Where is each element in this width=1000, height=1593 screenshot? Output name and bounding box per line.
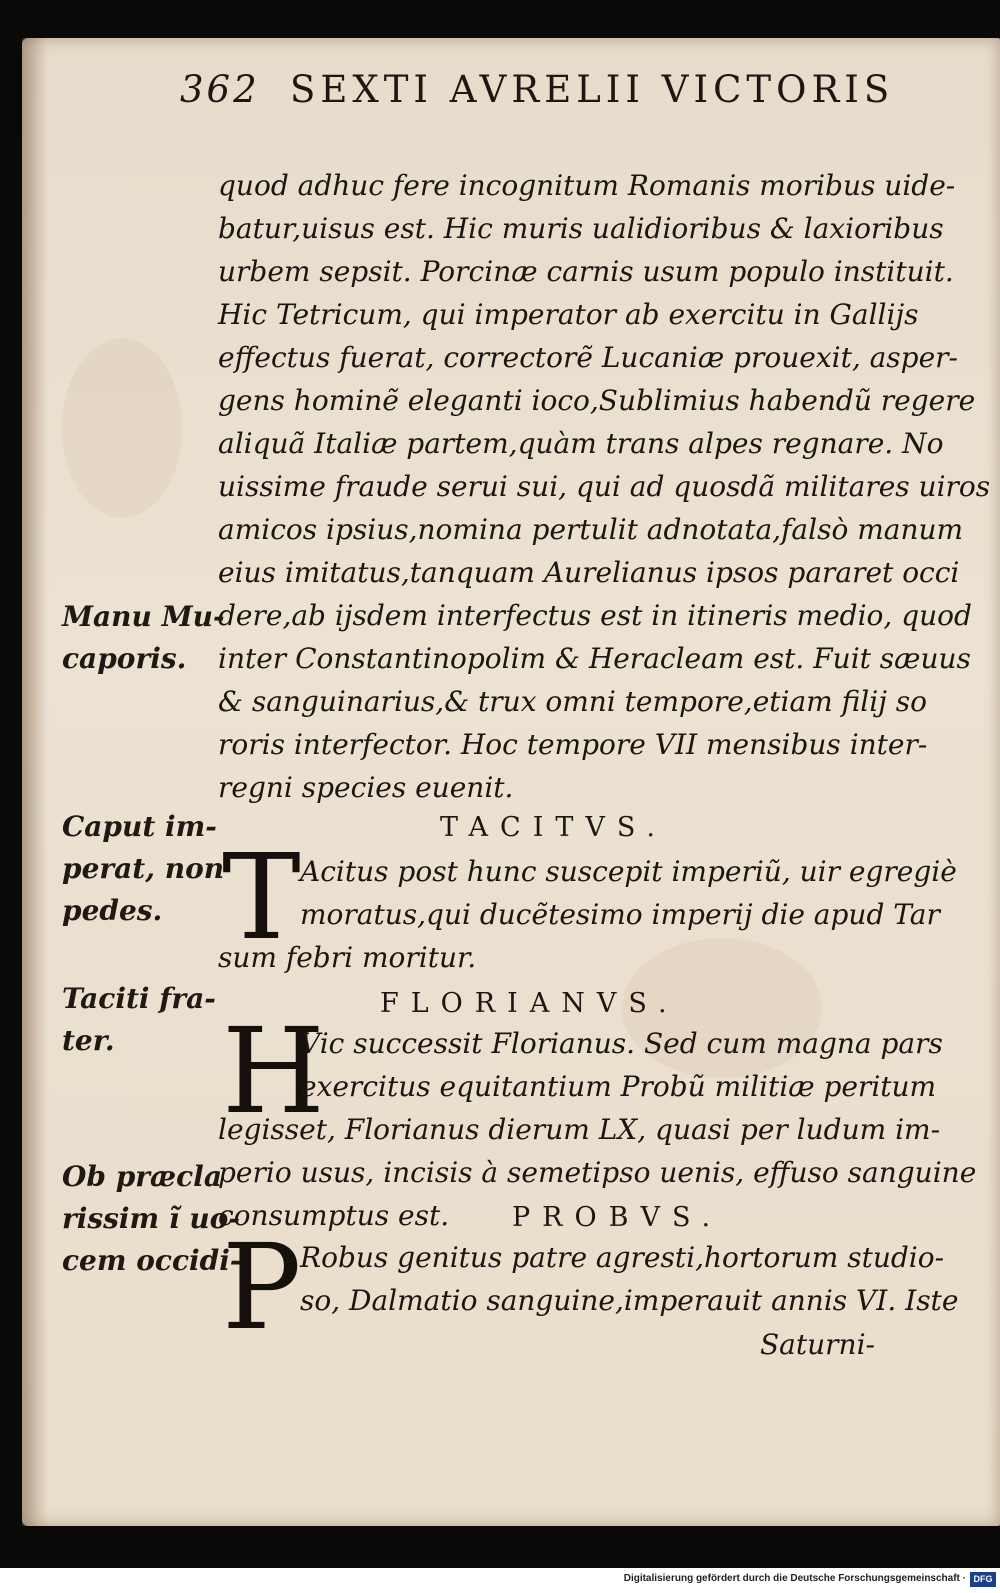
text-line: perio usus, incisis à semetipso uenis, effuso sanguine — [218, 1156, 977, 1189]
paper-stain — [62, 338, 182, 518]
page-number: 362 — [180, 68, 260, 111]
margin-note-line: Manu Mu- — [62, 600, 225, 633]
drop-cap: H — [222, 1002, 325, 1140]
margin-note-taciti — [62, 978, 216, 1062]
footer-bar — [0, 1568, 1000, 1593]
text-line: regni species euenit. — [218, 771, 514, 804]
margin-note-line: Caput im- — [62, 810, 217, 843]
text-line: quod adhuc fere incognitum Romanis moribus uide- — [218, 169, 956, 202]
text-line: amicos ipsius,nomina pertulit adnotata,falsò manum — [218, 513, 964, 546]
text-line: Acitus post hunc suscepit imperiũ, uir egregiè — [300, 855, 957, 888]
text-line: dere,ab ijsdem interfectus est in itineris medio, quod — [218, 599, 972, 632]
margin-note-line: ter. — [62, 1024, 115, 1057]
margin-note-line: cem occidi- — [62, 1244, 242, 1277]
text-line: urbem sepsit. Porcinæ carnis usum populo instituit. — [218, 255, 954, 288]
text-line: aliquã Italiæ partem,quàm trans alpes regnare. No — [218, 427, 944, 460]
text-line: roris interfector. Hoc tempore VII mensibus inter- — [218, 728, 928, 761]
drop-cap: T — [222, 828, 301, 966]
margin-note-line: caporis. — [62, 642, 187, 675]
running-title: SEXTI AVRELII VICTORIS — [290, 68, 895, 111]
text-line: Vic successit Florianus. Sed cum magna pars — [300, 1027, 943, 1060]
text-line: exercitus equitantium Probũ militiæ peritum — [300, 1070, 937, 1103]
dfg-logo: DFG — [970, 1572, 996, 1587]
catchword: Saturni- — [760, 1328, 875, 1361]
text-line: inter Constantinopolim & Heracleam est. Fuit sæuus — [218, 642, 971, 675]
text-line: so, Dalmatio sanguine,imperauit annis VI. Iste — [300, 1284, 959, 1317]
section-heading: TACITVS. — [440, 812, 667, 843]
margin-note-ob — [62, 1156, 242, 1282]
drop-cap: P — [222, 1218, 302, 1356]
text-line: consumptus est. — [218, 1199, 450, 1232]
text-line: effectus fuerat, correctorẽ Lucaniæ prouexit, asper- — [218, 341, 959, 374]
text-line: moratus,qui ducẽtesimo imperij die apud Tar — [300, 898, 940, 931]
text-line: Hic Tetricum, qui imperator ab exercitu in Gallijs — [218, 298, 919, 331]
margin-note-line: perat, non — [62, 852, 225, 885]
margin-note-caput — [62, 806, 225, 932]
text-line: Robus genitus patre agresti,hortorum studio- — [300, 1241, 945, 1274]
text-line: & sanguinarius,& trux omni tempore,etiam filij so — [218, 685, 928, 718]
margin-note-line: Ob præcla — [62, 1160, 222, 1193]
margin-note-manu — [62, 596, 225, 680]
margin-note-line: Taciti fra- — [62, 982, 216, 1015]
text-line: batur,uisus est. Hic muris ualidioribus & laxioribus — [218, 212, 944, 245]
section-heading: PROBVS. — [512, 1202, 723, 1233]
text-line: legisset, Florianus dierum LX, quasi per ludum im- — [218, 1113, 941, 1146]
text-line: gens hominẽ eleganti ioco,Sublimius habendũ regere — [218, 384, 976, 417]
margin-note-line: rissim ĩ uo- — [62, 1202, 240, 1235]
text-line: uissime fraude serui sui, qui ad quosdã militares uiros — [218, 470, 991, 503]
text-line: eius imitatus,tanquam Aurelianus ipsos pararet occi — [218, 556, 960, 589]
digitization-credit: Digitalisierung gefördert durch die Deutsche Forschungsgemeinschaft · — [623, 1573, 966, 1584]
margin-note-line: pedes. — [62, 894, 163, 927]
section-heading: FLORIANVS. — [380, 988, 679, 1019]
text-line: sum febri moritur. — [218, 941, 477, 974]
running-head — [180, 68, 895, 118]
